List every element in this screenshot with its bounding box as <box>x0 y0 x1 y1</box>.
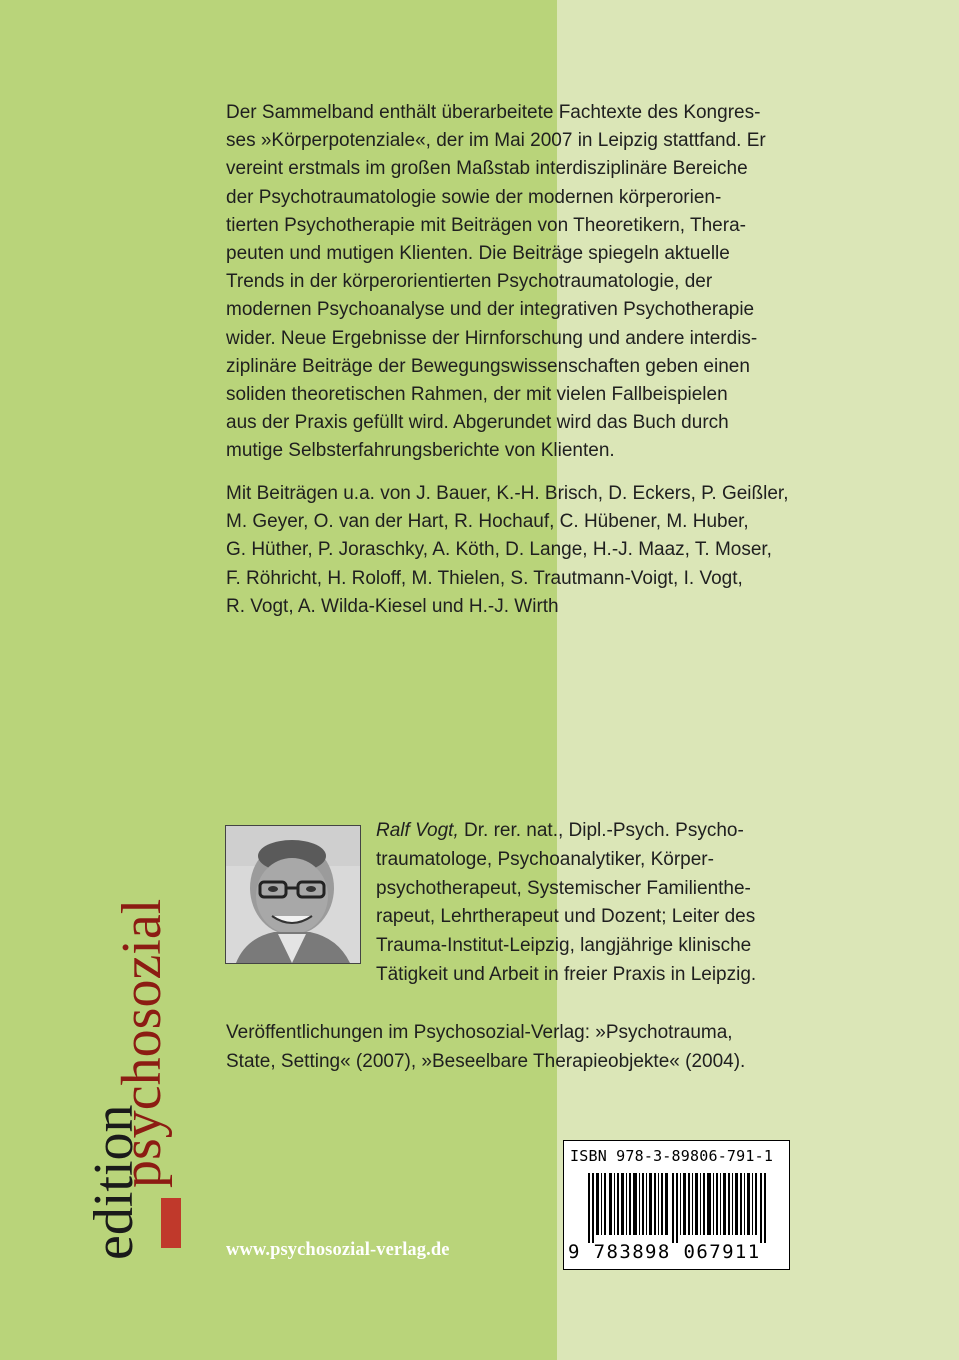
blurb-line: modernen Psychoanalyse und der integrativen Psychotherapie <box>226 299 755 321</box>
blurb-line: wider. Neue Ergebnisse der Hirnforschung und andere interdis- <box>226 327 758 349</box>
blurb-line: Trends in der körperorientierten Psychotraumatologie, der <box>226 271 713 293</box>
contributors-line: G. Hüther, P. Joraschky, A. Köth, D. Lange, H.-J. Maaz, T. Moser, <box>226 539 772 561</box>
author-photo <box>225 825 361 964</box>
contributors-text <box>226 480 814 621</box>
blurb-line: der Psychotraumatologie sowie der modernen körperorien- <box>226 186 722 208</box>
author-bio-first-line <box>376 817 814 846</box>
logo-word-edition: edition <box>83 1104 145 1260</box>
author-bio-line: psychotherapeut, Systemischer Familienthe- <box>376 877 751 899</box>
blurb-line: tierten Psychotherapie mit Beiträgen von Theoretikern, Thera- <box>226 214 746 236</box>
blurb-line: soliden theoretischen Rahmen, der mit vielen Fallbeispielen <box>226 384 728 406</box>
publications-line: State, Setting« (2007), »Beseelbare Therapieobjekte« (2004). <box>226 1050 746 1072</box>
logo-red-block <box>161 1198 181 1248</box>
publications-line: Veröffentlichungen im Psychosozial-Verlag: »Psychotrauma, <box>226 1022 733 1043</box>
blurb-line: ses »Körperpotenziale«, der im Mai 2007 in Leipzig stattfand. Er <box>226 130 766 152</box>
author-bio-line: traumatologe, Psychoanalytiker, Körper- <box>376 848 714 870</box>
blurb-line: peuten und mutigen Klienten. Die Beiträge spiegeln aktuelle <box>226 243 730 265</box>
blurb-line: aus der Praxis gefüllt wird. Abgerundet wird das Buch durch <box>226 412 729 434</box>
blurb-line: Der Sammelband enthält überarbeitete Fachtexte des Kongres- <box>226 102 761 123</box>
publisher-url[interactable]: www.psychosozial-verlag.de <box>226 1240 450 1260</box>
publications-text <box>226 1019 814 1077</box>
author-name: Ralf Vogt, <box>376 820 459 841</box>
author-bio <box>376 817 814 990</box>
blurb-text <box>226 99 814 466</box>
author-portrait-image <box>226 826 360 963</box>
contributors-line: R. Vogt, A. Wilda-Kiesel und H.-J. Wirth <box>226 595 559 617</box>
blurb-line: mutige Selbsterfahrungsberichte von Klienten. <box>226 440 615 462</box>
author-bio-line: Trauma-Institut-Leipzig, langjährige klinische <box>376 935 752 957</box>
author-bio-line: Tätigkeit und Arbeit in freier Praxis in Leipzig. <box>376 963 757 985</box>
blurb-line: ziplinäre Beiträge der Bewegungswissenschaften geben einen <box>226 355 750 377</box>
logo-word-psychosozial: psychosozial <box>111 898 173 1188</box>
barcode-icon <box>574 1173 779 1243</box>
contributors-line: Mit Beiträgen u.a. von J. Bauer, K.-H. Brisch, D. Eckers, P. Geißler, <box>226 483 789 504</box>
author-bio-line: rapeut, Lehrtherapeut und Dozent; Leiter des <box>376 906 756 928</box>
author-credentials: Dr. rer. nat., Dipl.-Psych. Psycho- <box>458 820 744 841</box>
edition-psychosozial-logo <box>72 820 192 1260</box>
isbn-barcode-box <box>563 1140 790 1270</box>
contributors-line: F. Röhricht, H. Roloff, M. Thielen, S. Trautmann-Voigt, I. Vogt, <box>226 567 743 589</box>
ean-number: 9 783898 067911 <box>568 1241 761 1263</box>
isbn-label: ISBN 978-3-89806-791-1 <box>570 1147 774 1165</box>
contributors-line: M. Geyer, O. van der Hart, R. Hochauf, C. Hübener, M. Huber, <box>226 511 749 533</box>
blurb-line: vereint erstmals im großen Maßstab interdisziplinäre Bereiche <box>226 158 748 180</box>
